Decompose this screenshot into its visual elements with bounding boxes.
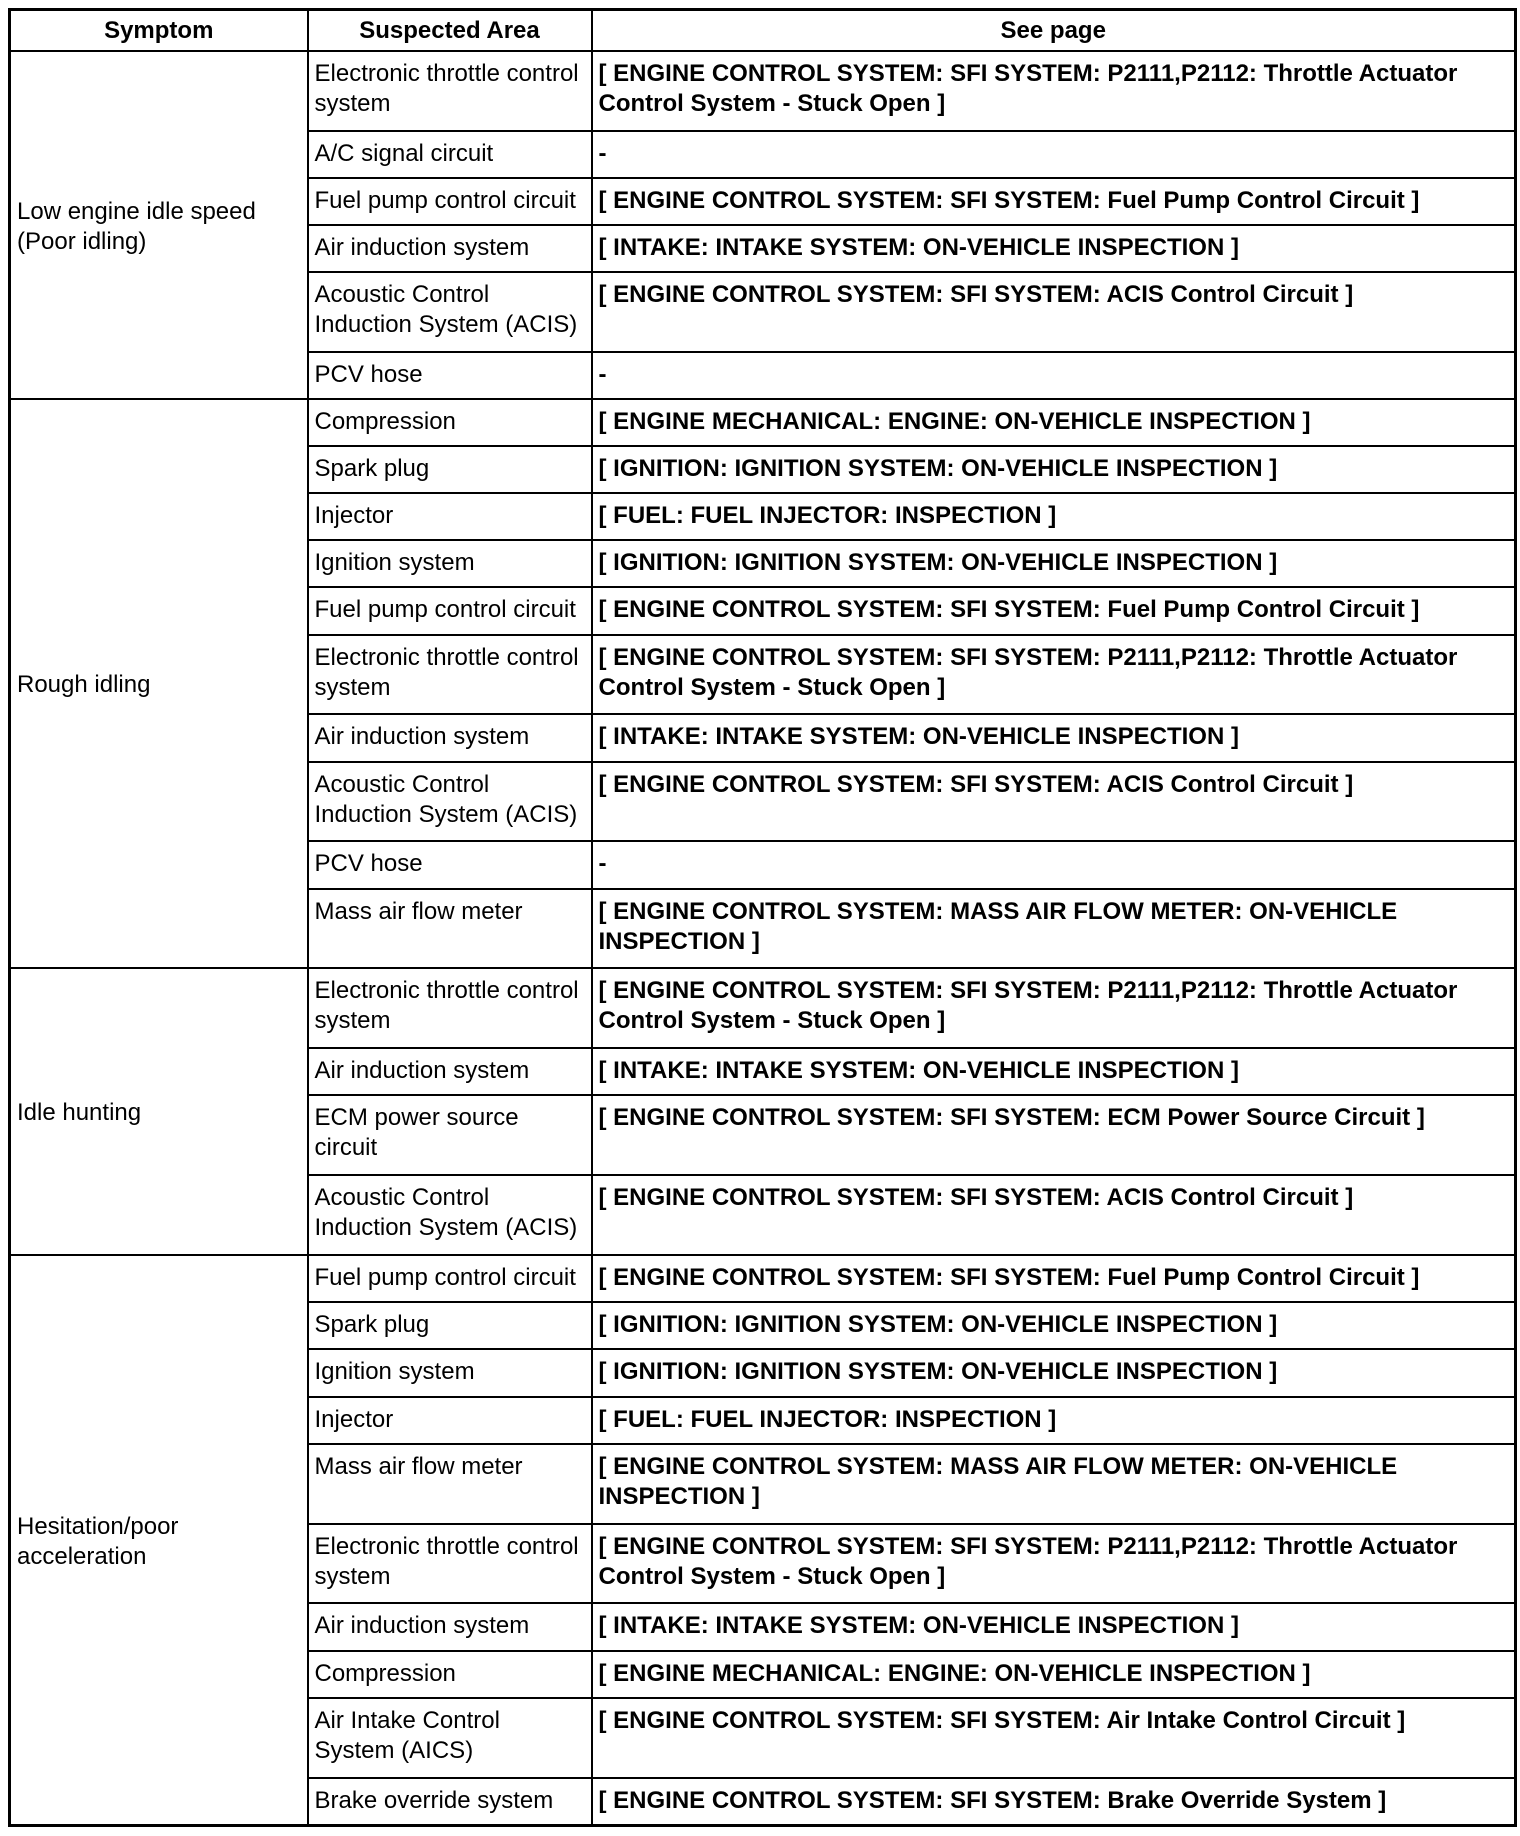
see-page-cell: [ ENGINE MECHANICAL: ENGINE: ON-VEHICLE INSPECTION ] [592,399,1516,446]
header-see-page: See page [592,10,1516,52]
suspected-area-cell: Air induction system [308,1603,592,1650]
suspected-area-cell: ECM power source circuit [308,1095,592,1175]
suspected-area-cell: Mass air flow meter [308,1444,592,1524]
see-page-cell: [ ENGINE CONTROL SYSTEM: SFI SYSTEM: ACIS Control Circuit ] [592,762,1516,842]
suspected-area-cell: Brake override system [308,1778,592,1826]
see-page-cell: [ ENGINE CONTROL SYSTEM: SFI SYSTEM: ACIS Control Circuit ] [592,1175,1516,1255]
see-page-cell: [ ENGINE CONTROL SYSTEM: SFI SYSTEM: ACIS Control Circuit ] [592,272,1516,352]
suspected-area-cell: Air induction system [308,714,592,761]
suspected-area-cell: Fuel pump control circuit [308,178,592,225]
see-page-cell: [ INTAKE: INTAKE SYSTEM: ON-VEHICLE INSPECTION ] [592,225,1516,272]
see-page-cell: [ IGNITION: IGNITION SYSTEM: ON-VEHICLE INSPECTION ] [592,446,1516,493]
see-page-cell: [ ENGINE CONTROL SYSTEM: SFI SYSTEM: Fuel Pump Control Circuit ] [592,1255,1516,1302]
suspected-area-cell: Spark plug [308,446,592,493]
see-page-cell: [ ENGINE CONTROL SYSTEM: SFI SYSTEM: P2111,P2112: Throttle Actuator Control System - Stuck Open ] [592,1524,1516,1604]
suspected-area-cell: PCV hose [308,841,592,888]
see-page-cell: [ IGNITION: IGNITION SYSTEM: ON-VEHICLE INSPECTION ] [592,1302,1516,1349]
see-page-cell: [ FUEL: FUEL INJECTOR: INSPECTION ] [592,1397,1516,1444]
see-page-cell: [ ENGINE CONTROL SYSTEM: SFI SYSTEM: Fuel Pump Control Circuit ] [592,178,1516,225]
symptom-cell: Low engine idle speed (Poor idling) [10,51,308,399]
see-page-cell: [ ENGINE CONTROL SYSTEM: SFI SYSTEM: ECM Power Source Circuit ] [592,1095,1516,1175]
suspected-area-cell: Mass air flow meter [308,889,592,969]
see-page-cell: [ ENGINE CONTROL SYSTEM: SFI SYSTEM: P2111,P2112: Throttle Actuator Control System - Stuck Open ] [592,51,1516,131]
see-page-cell: [ INTAKE: INTAKE SYSTEM: ON-VEHICLE INSPECTION ] [592,1603,1516,1650]
header-suspected-area: Suspected Area [308,10,592,52]
suspected-area-cell: Electronic throttle control system [308,635,592,715]
see-page-cell: [ ENGINE CONTROL SYSTEM: MASS AIR FLOW METER: ON-VEHICLE INSPECTION ] [592,1444,1516,1524]
suspected-area-cell: Ignition system [308,540,592,587]
see-page-cell: [ INTAKE: INTAKE SYSTEM: ON-VEHICLE INSPECTION ] [592,714,1516,761]
suspected-area-cell: Electronic throttle control system [308,1524,592,1604]
see-page-cell: [ ENGINE CONTROL SYSTEM: SFI SYSTEM: P2111,P2112: Throttle Actuator Control System - Stuck Open ] [592,968,1516,1048]
suspected-area-cell: Fuel pump control circuit [308,587,592,634]
suspected-area-cell: Air induction system [308,1048,592,1095]
suspected-area-cell: Acoustic Control Induction System (ACIS) [308,762,592,842]
table-row [10,51,1516,131]
suspected-area-cell: Acoustic Control Induction System (ACIS) [308,1175,592,1255]
suspected-area-cell: Acoustic Control Induction System (ACIS) [308,272,592,352]
see-page-cell: [ ENGINE CONTROL SYSTEM: SFI SYSTEM: P2111,P2112: Throttle Actuator Control System - Stuck Open ] [592,635,1516,715]
symptom-cell: Idle hunting [10,968,308,1255]
see-page-cell: [ FUEL: FUEL INJECTOR: INSPECTION ] [592,493,1516,540]
suspected-area-cell: Compression [308,1651,592,1698]
see-page-cell: [ ENGINE CONTROL SYSTEM: SFI SYSTEM: Air Intake Control Circuit ] [592,1698,1516,1778]
suspected-area-cell: Compression [308,399,592,446]
see-page-cell: - [592,352,1516,399]
suspected-area-cell: Air Intake Control System (AICS) [308,1698,592,1778]
see-page-cell: [ IGNITION: IGNITION SYSTEM: ON-VEHICLE INSPECTION ] [592,1349,1516,1396]
table-row [10,968,1516,1048]
see-page-cell: [ ENGINE CONTROL SYSTEM: SFI SYSTEM: Brake Override System ] [592,1778,1516,1826]
see-page-cell: [ IGNITION: IGNITION SYSTEM: ON-VEHICLE INSPECTION ] [592,540,1516,587]
header-row [10,10,1516,52]
suspected-area-cell: Injector [308,493,592,540]
suspected-area-cell: Spark plug [308,1302,592,1349]
see-page-cell: [ ENGINE MECHANICAL: ENGINE: ON-VEHICLE INSPECTION ] [592,1651,1516,1698]
suspected-area-cell: Electronic throttle control system [308,968,592,1048]
table-row [10,399,1516,446]
suspected-area-cell: Fuel pump control circuit [308,1255,592,1302]
table-body [10,51,1516,1826]
symptom-cell: Rough idling [10,399,308,968]
suspected-area-cell: Ignition system [308,1349,592,1396]
symptom-table [8,8,1517,1827]
see-page-cell: [ ENGINE CONTROL SYSTEM: SFI SYSTEM: Fuel Pump Control Circuit ] [592,587,1516,634]
suspected-area-cell: A/C signal circuit [308,131,592,178]
suspected-area-cell: Injector [308,1397,592,1444]
suspected-area-cell: Electronic throttle control system [308,51,592,131]
table-row [10,1255,1516,1302]
header-symptom: Symptom [10,10,308,52]
see-page-cell: - [592,841,1516,888]
suspected-area-cell: Air induction system [308,225,592,272]
symptom-cell: Hesitation/poor acceleration [10,1255,308,1825]
suspected-area-cell: PCV hose [308,352,592,399]
see-page-cell: [ INTAKE: INTAKE SYSTEM: ON-VEHICLE INSPECTION ] [592,1048,1516,1095]
see-page-cell: [ ENGINE CONTROL SYSTEM: MASS AIR FLOW METER: ON-VEHICLE INSPECTION ] [592,889,1516,969]
see-page-cell: - [592,131,1516,178]
